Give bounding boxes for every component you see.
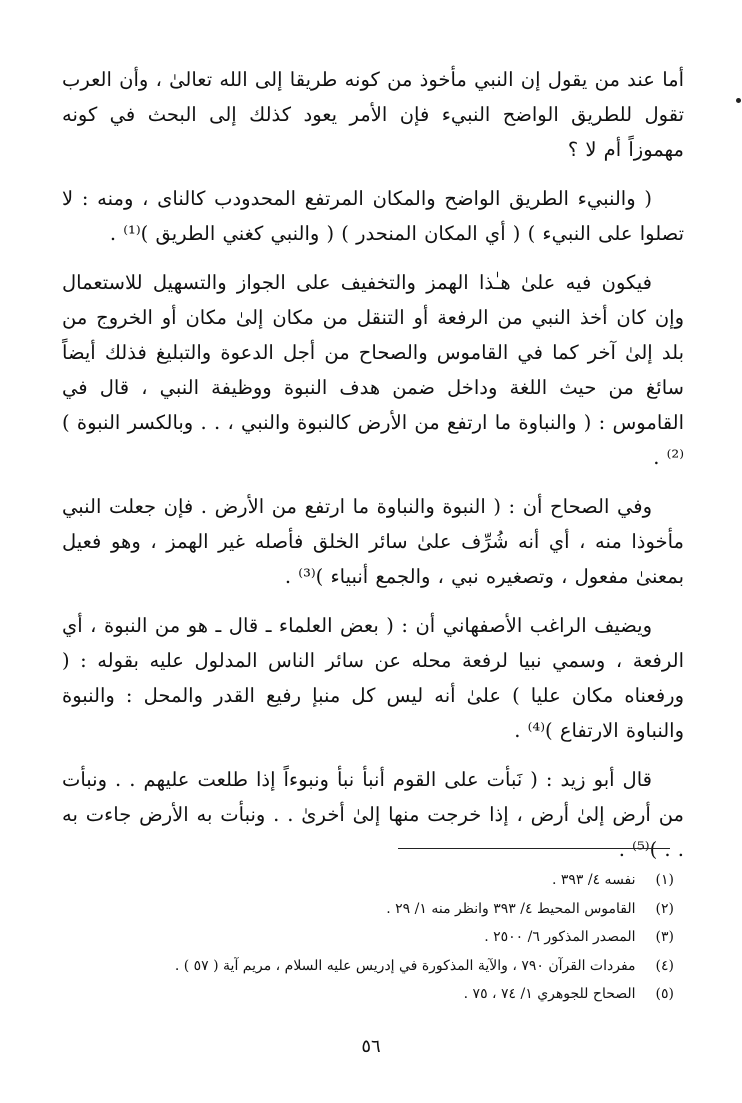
footnote-text: مفردات القرآن ٧٩٠ ، والآية المذكورة في إدريس عليه السلام ، مريم آية ( ٥٧ ) . — [174, 957, 636, 974]
paragraph: ( والنبيء الطريق الواضح والمكان المرتفع المحدودب كالناى ، ومنه : لا تصلوا على النبيء ) ( أي المكان المنحدر ) ( والنبي كغني الطريق )⁽¹⁾ . — [62, 187, 684, 245]
footnote — [90, 923, 674, 952]
footnotes — [90, 866, 674, 1009]
footnote-text: نفسه ٤/ ٣٩٣ . — [551, 872, 636, 888]
main-text — [62, 62, 684, 881]
footnote-number: (٥) — [655, 986, 674, 1002]
footnote-number: (١) — [655, 872, 674, 888]
margin-mark — [736, 98, 741, 103]
paragraph: أما عند من يقول إن النبي مأخوذ من كونه طريقا إلى الله تعالىٰ ، وأن العرب تقول للطريق الواضح النبيء فإن الأمر يعود كذلك إلى البحث في كونه مهموزاً أم لا ؟ — [62, 68, 684, 161]
paragraph: وفي الصحاح أن : ( النبوة والنباوة ما ارتفع من الأرض . فإن جعلت النبي مأخوذا منه ، أي أنه شُرِّف علىٰ سائر الخلق فأصله غير الهمز ، وهو فعيل بمعنىٰ مفعول ، وتصغيره نبي ، والجمع أنبياء )⁽³⁾ . — [62, 495, 684, 588]
footnote-number: (٤) — [655, 957, 674, 974]
footnote-separator — [398, 848, 670, 849]
footnote — [90, 866, 674, 895]
footnote — [90, 895, 674, 924]
footnote-number: (٣) — [655, 929, 674, 945]
footnote — [90, 952, 674, 981]
footnote-text: القاموس المحيط ٤/ ٣٩٣ وانظر منه ١/ ٢٩ . — [386, 900, 636, 917]
footnote-text: المصدر المذكور ٦/ ٢٥٠٠ . — [484, 929, 636, 945]
footnote-number: (٢) — [655, 900, 674, 917]
paragraph: ويضيف الراغب الأصفهاني أن : ( بعض العلماء ـ قال ـ هو من النبوة ، أي الرفعة ، وسمي نبيا لرفعة محله عن سائر الناس المدلول عليه بقوله : ( ورفعناه مكان عليا ) علىٰ أنه ليس كل منبإ رفيع القدر والمحل : والنبوة والنباوة الارتفاع )⁽⁴⁾ . — [62, 614, 684, 742]
page-number: ٥٦ — [361, 1036, 381, 1057]
paragraph: قال أبو زيد : ( نَبأت على القوم أنبأ نبأ ونبوءاً إذا طلعت عليهم . . ونبأت من أرض إلىٰ أرض ، إذا خرجت منها إلىٰ أخرىٰ . . ونبأت به الأرض جاءت به . . )⁽⁵⁾ . — [62, 768, 684, 861]
paragraph: فيكون فيه علىٰ هـٰذا الهمز والتخفيف على الجواز والتسهيل للاستعمال وإن كان أخذ النبي من الرفعة أو التنقل من مكان إلىٰ مكان أو الخروج من بلد إلىٰ آخر كما في القاموس والصحاح من أجل الدعوة والتبليغ فذلك أيضاً سائغ من حيث اللغة وداخل ضمن هدف النبوة ووظيفة النبي ، قال في القاموس : ( والنباوة ما ارتفع من الأرض كالنبوة والنبي ، . . وبالكسر النبوة )⁽²⁾ . — [62, 271, 684, 469]
footnote-text: الصحاح للجوهري ١/ ٧٤ ، ٧٥ . — [463, 986, 636, 1002]
footnote — [90, 980, 674, 1009]
